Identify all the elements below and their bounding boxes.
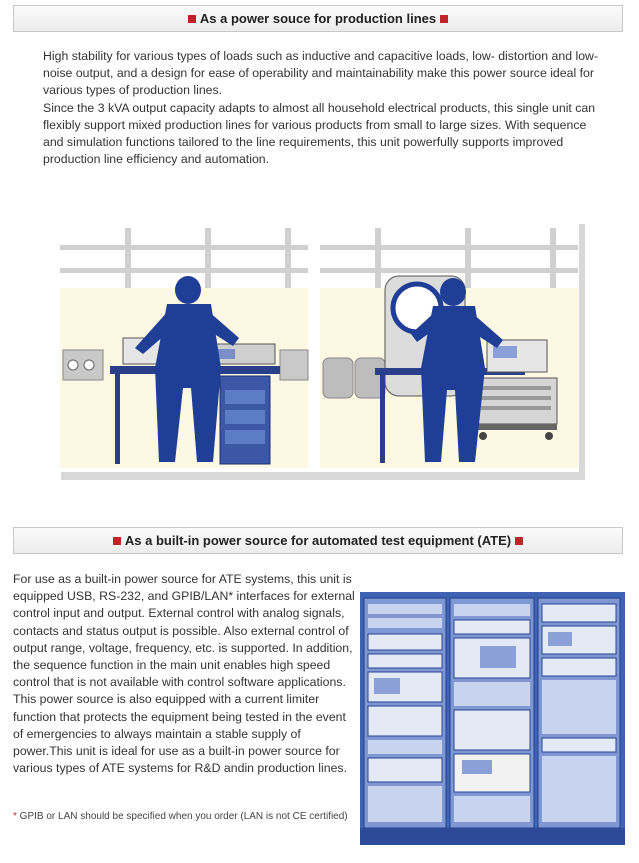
bullet-square-icon bbox=[515, 537, 523, 545]
footnote bbox=[13, 810, 358, 823]
footnote-marker: * bbox=[13, 811, 17, 822]
production-lines-description: High stability for various types of loads such as inductive and capacitive loads, low- distortion and low-noise output, and a design for ease of operability and maintainability make this power source ideal for various types of production lines. Since the 3 kVA output capacity adapts to almost all household electrical products, this single unit can flexibly support mixed production lines for various products from small to large sizes. With sequence and simulation functions tailored to the line requirements, this unit powerfully supports improved production line efficiency and automation. bbox=[43, 49, 599, 167]
section-header-production-lines bbox=[13, 5, 623, 32]
footnote-text: GPIB or LAN should be specified when you order (LAN is not CE certified) bbox=[16, 811, 348, 822]
rack-cabinet-left bbox=[364, 598, 446, 828]
rack-cabinet-right bbox=[538, 598, 620, 828]
section-header-ate bbox=[13, 527, 623, 554]
bullet-square-icon bbox=[188, 15, 196, 23]
rack-cabinet-middle bbox=[450, 598, 534, 828]
bullet-square-icon bbox=[440, 15, 448, 23]
bullet-square-icon bbox=[113, 537, 121, 545]
ate-description: For use as a built-in power source for ATE systems, this unit is equipped USB, RS-232, and GPIB/LAN* interfaces for external control input and output. External control with analog signals, contacts and status output is possible. Also external control of output range, voltage, frequency, etc. is supported. In addition, the sequence function in the main unit enables high speed control that is not available with control software applications. This power source is also equipped with a current limiter function that protects the equipment being tested in the event of emergencies to always maintain a stable supply of power.This unit is ideal for use as a built-in power source for various types of ATE systems for R&D andin production lines. bbox=[13, 572, 355, 776]
ate-rack-illustration bbox=[360, 592, 625, 845]
section-title: As a power souce for production lines bbox=[199, 11, 437, 26]
section-title: As a built-in power source for automated test equipment (ATE) bbox=[124, 533, 512, 548]
production-line-illustration bbox=[55, 218, 585, 480]
